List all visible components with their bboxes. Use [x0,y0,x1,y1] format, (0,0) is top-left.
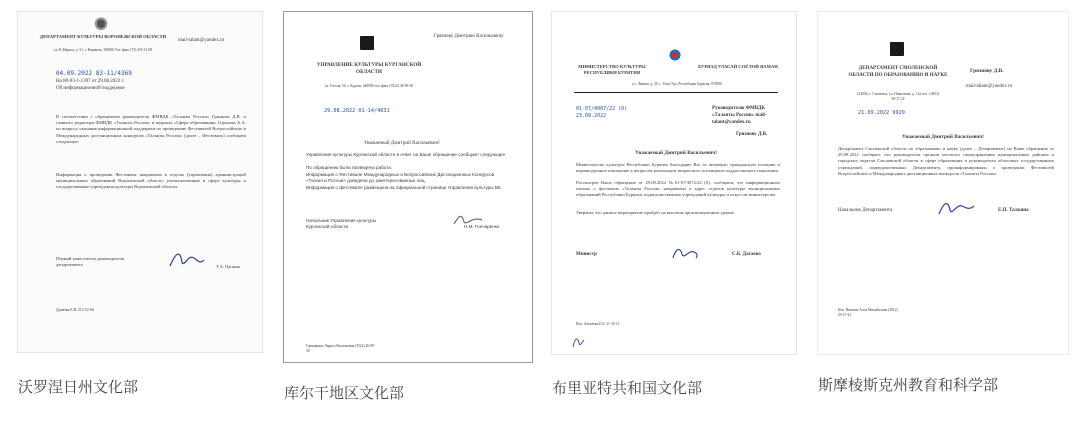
letter-header: УПРАВЛЕНИЕ КУЛЬТУРЫ КУРГАНСКОЙ ОБЛАСТИ [316,62,422,76]
letter-date-stamp: 29.08.2022 01-14/4031 [324,108,390,114]
letter-greeting: Уважаемый Дмитрий Васильевич! [364,140,440,146]
letter-addressee: Грязнову Д.В. [970,68,1004,74]
letter-body: Министерство культуры Республики Бурятия благодарит Вас за активную гражданскую позицию и неравнодушное отношение к вопросам реализации творческого потенциала подрастающего поколения. [576,162,780,174]
coat-of-arms-icon [94,16,108,30]
coat-of-arms-icon [890,42,904,56]
letter-image-smolensk[interactable] [818,12,1068,354]
letter-header-left: МИНИСТЕРСТВО КУЛЬТУРЫ РЕСПУБЛИКИ БУРЯТИЯ [578,64,646,76]
letter-email: mail-talant@yandex.ru [966,84,1013,89]
letter-image-buryatia[interactable] [552,12,796,354]
letter-body: Уверены, что данное мероприятие пройдёт на высоком организационном уровне. [576,210,736,215]
caption-voronezh: 沃罗涅日州文化部 [18,378,139,396]
letter-card-kurgan[interactable] [284,12,534,407]
letter-addressee: Грязнову Дмитрию Васильевичу [434,34,504,39]
signature-title: Министр [576,252,597,257]
letter-address: ул. Гоголя, 56, г. Курган, 640000 тел./факс (3522) 46-09-30 [324,84,414,88]
letter-greeting: Уважаемый Дмитрий Васильевич! [635,150,717,156]
letter-body: В соответствии с обращением руководителя ФМВДК «Таланты России» Грязнова Д.В. и главного редактора ФМВДК «Таланты России» и журнала «Сфера образования» Горохова А.А. по вопросу оказания информационной поддержки по проведению Фестивалей Всероссийских и Международных дистанционных конкурсов «Таланты России» (далее – Фестиваль) сообщаем следующее. [56,114,246,144]
letter-address: ул. Ленина, д. 30, г. Улан-Удэ, Республика Бурятия, 670000 [632,82,722,86]
signature-title: Начальник Департамента [838,208,893,213]
caption-buryatia: 布里亚特共和国文化部 [552,379,703,397]
signature-name: С.Б. Дагаева [732,252,761,257]
letter-header: ДЕПАРТАМЕНТ КУЛЬТУРЫ ВОРОНЕЖСКОЙ ОБЛАСТИ [39,34,167,39]
header-divider [574,92,778,93]
coat-of-arms-icon [668,48,682,62]
letter-executor: Исп. Ишкина Алла Михайловна (4812) 29-27-41 [838,308,898,317]
letter-body: Управление культуры Курганской области в ответ на Ваше обращение сообщает следующее. [306,152,507,157]
signature-icon [936,198,976,218]
signature-name: Н.М. Гончаренко [464,224,500,229]
signature-icon [570,334,586,350]
letter-date-stamp: 04.09.2022 83-11/4369 [56,70,132,77]
letter-header-right: БУРЯАД УЛАСАЙ СОЁЛОЙ ЯАМАН [698,64,778,69]
letter-body: Рассмотрев Ваше обращение от 29.08.2022 №01-07/3072/22 (0), сообщаем, что информационное письмо о фестивале «Таланты России» направлено в адрес отделов культуры муниципальных образований Республики Бурятия, подведомственных учреждений культуры и искусств министерства. [576,180,780,198]
signature-icon [670,244,700,262]
signature-title: Первый заместитель руководителя департамента [56,256,124,268]
letter-greeting: Уважаемый Дмитрий Васильевич! [902,134,984,140]
letter-body: По обращению была проведена работа. [306,165,393,170]
letter-email: mail-talant@yandex.ru [178,38,225,43]
letter-executor: Дунаева Е.В. 212-52-66 [56,308,94,312]
letter-recipient: Руководителю ФМВДК «Таланты России» mail-talant@yandex.ru [712,106,767,125]
letter-body: Информация о проведении Фестиваля направлена в отделы (управления) администраций муниципальных образований Воронежской области, уполномоченные в сфере культуры и государственные учреждения культуры Воронежской области. [56,172,246,190]
signature-name: Е.П. Талкина [998,208,1029,213]
letter-image-kurgan[interactable] [284,12,532,362]
letter-header: ДЕПАРТАМЕНТ СМОЛЕНСКОЙ ОБЛАСТИ ПО ОБРАЗОВАНИЮ И НАУКЕ [848,66,948,78]
letter-executor: Гончаренко Лариса Васильевна (3522) 46-09-30 [306,344,376,353]
letter-address: 214004, г. Смоленск, ул. Николаева, д. 12а тел.: (4812) 38-17-22 [856,92,940,101]
caption-smolensk: 斯摩棱斯克州教育和科学部 [818,376,999,394]
letter-executor: Исп. Аюшеева Е.Б. 21-35-13 [576,322,620,326]
coat-of-arms-icon [360,36,374,50]
letter-date-stamp: 21.09.2022 9929 [858,110,905,116]
letter-body: Информация о Фестивале Международных и Всероссийских Дистанционных Конкурсов «Таланты России» доведена до заинтересованных лиц. [306,172,495,184]
caption-kurgan: 库尔干地区文化部 [284,384,405,402]
signature-title: Начальник Управления культуры Курганской области [306,218,377,230]
letter-card-buryatia[interactable] [552,12,802,407]
letter-body: Департамент Смоленской области по образованию и науке (далее – Департамент) на Ваше обращение от 29.08.2022 сообщает, что руководители органов местного самоуправления муниципальных районов и городских округов Смоленской области в сфере образования и руководители областных государственных учреждений, подведомственных Департаменту, проинформированы о проведении Фестивалей Всероссийских и Международных дистанционных конкурсов «Таланты России». [838,146,1054,176]
letter-image-voronezh[interactable] [18,12,262,352]
letter-recipient-name: Грязнову Д.В. [736,132,768,137]
letter-address: ул. К.Маркса, д. 51, г. Воронеж, 394036 Тел./факс (73) 255-11-08 [53,48,153,52]
letter-card-voronezh[interactable] [18,12,264,407]
letter-subject: Об информационной поддержке [56,86,125,91]
letter-body: Информация о фестивале размещена на официальной странице Управления культуры ВК. [306,185,502,190]
letter-date-stamp: 01-07/4007/22 (0) 23.09.2022 [576,106,628,119]
signature-name: Т.А. Цапина [216,264,240,269]
signature-icon [166,248,206,270]
letter-ref: На 80-03-1-1397 от 29.08.2022 г. [56,79,125,84]
letter-card-smolensk[interactable] [818,12,1068,407]
